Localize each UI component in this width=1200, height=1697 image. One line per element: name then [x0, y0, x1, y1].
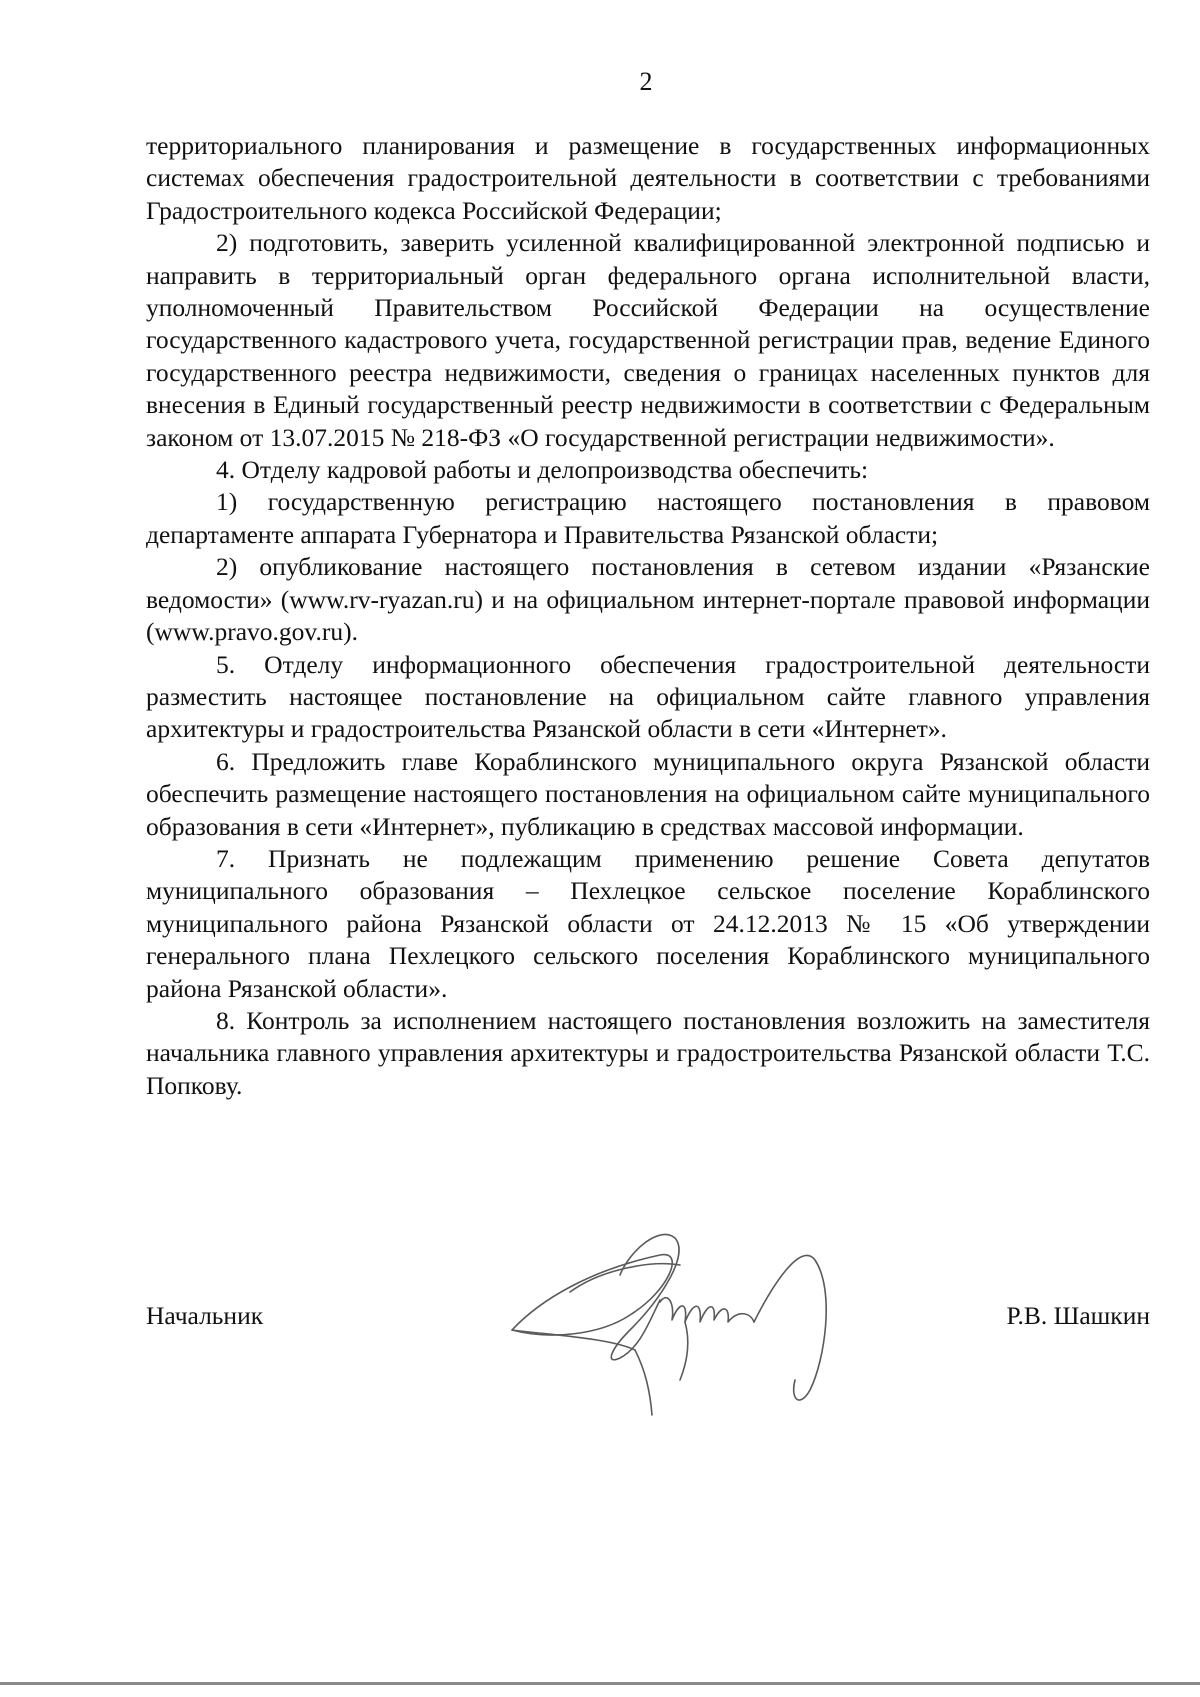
page-bottom-edge	[0, 1682, 1200, 1685]
signature-row	[146, 1300, 1150, 1340]
paragraph-item-4-records-department: 4. Отделу кадровой работы и делопроизводства обеспечить:	[216, 455, 869, 485]
signatory-name: Р.В. Шашкин	[1006, 1301, 1150, 1330]
paragraph-item-4-2-publication: 2) опубликование настоящего постановления в сетевом издании «Рязанские ведомости» (www.rv-ryazan.ru) и на официальном интернет-портале правовой информации (www.pravo.gov.ru).	[146, 552, 1150, 647]
page-number: 2	[639, 67, 653, 96]
document-body	[146, 130, 1150, 1102]
paragraph-item-8-control: 8. Контроль за исполнением настоящего постановления возложить на заместителя начальника главного управления архитектуры и градостроительства Рязанской области Т.С. Попкову.	[146, 1005, 1150, 1100]
paragraph-item-2-submit-boundaries: 2) подготовить, заверить усиленной квалифицированной электронной подписью и направить в территориальный орган федерального органа исполнительной власти, уполномоченный Правительством Российской Федерации на осуществление государственного кадастрового учета, государственной регистрации прав, ведение Единого государственного реестра недвижимости, сведения о границах населенных пунктов для внесения в Единый государственный реестр недвижимости в соответствии с Федеральным законом от 13.07.2015 № 218-ФЗ «О государственной регистрации недвижимости».	[146, 228, 1150, 452]
paragraph-item-6-municipal: 6. Предложить главе Кораблинского муниципального округа Рязанской области обеспечить размещение настоящего постановления на официальном сайте муниципального образования в сети «Интернет», публикацию в средствах массовой информации.	[146, 746, 1150, 841]
paragraph-item-4-1-registration: 1) государственную регистрацию настоящего постановления в правовом департаменте аппарата Губернатора и Правительства Рязанской области;	[146, 487, 1150, 549]
paragraph-continuation: территориального планирования и размещение в государственных информационных системах обеспечения градостроительной деятельности в соответствии с требованиями Градостроительного кодекса Российской Федерации;	[146, 131, 1150, 225]
signatory-position: Начальник	[146, 1301, 264, 1330]
paragraph-item-7-repeal: 7. Признать не подлежащим применению решение Совета депутатов муниципального образования – Пехлецкое сельское поселение Кораблинского муниципального района Рязанской области от 24.12.2013 № 15 «Об утверждении генерального плана Пехлецкого сельского поселения Кораблинского муниципального района Рязанской области».	[146, 843, 1150, 1003]
paragraph-item-5-website: 5. Отделу информационного обеспечения градостроительной деятельности разместить настоящее постановление на официальном сайте главного управления архитектуры и градостроительства Рязанской области в сети «Интернет».	[146, 649, 1150, 744]
